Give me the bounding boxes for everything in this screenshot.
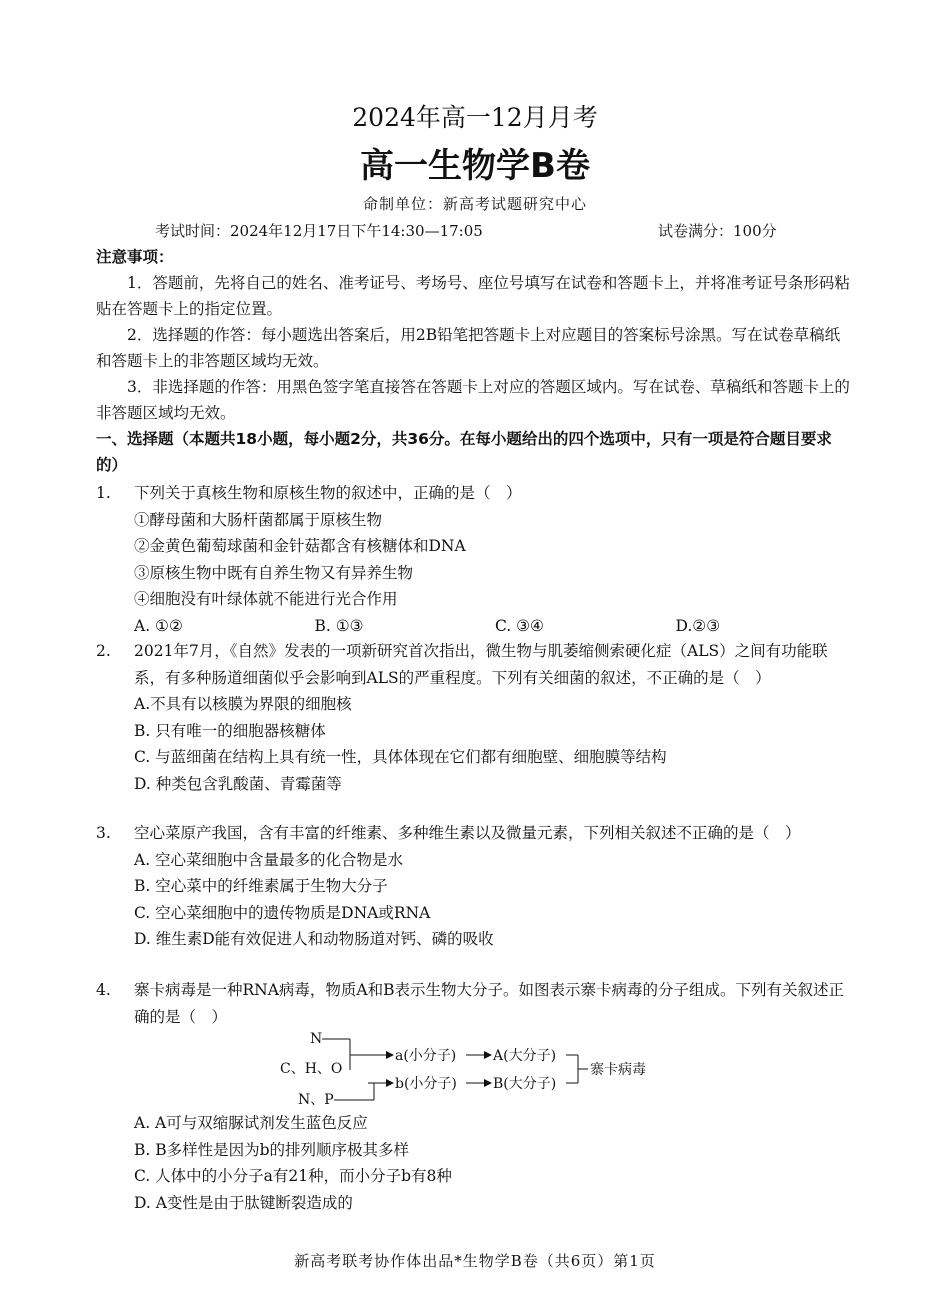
diagram-label-n: N (310, 1031, 323, 1047)
statement-2: ②金黄色葡萄球菌和金针菇都含有核糖体和DNA (134, 537, 466, 555)
statement-3: ③原核生物中既有自养生物又有异养生物 (134, 563, 414, 582)
subject-title: 高一生物学B卷 (360, 146, 590, 186)
virus-composition-diagram (278, 1030, 678, 1108)
question-4-options (96, 1110, 856, 1216)
option-d: D. 种类包含乳酸菌、青霉菌等 (134, 774, 342, 793)
option-a: A.不具有以核膜为界限的细胞核 (134, 695, 352, 713)
question-stem: 下列关于真核生物和原核生物的叙述中，正确的是（ ） (134, 484, 522, 502)
section-heading: 一、选择题（本题共18小题，每小题2分，共36分。在每小题给出的四个选项中，只有一项是符合题目要求的） (96, 430, 832, 474)
question-4 (96, 977, 856, 1030)
option-a: A. ①② (134, 616, 183, 635)
option-d: D. A变性是由于肽键断裂造成的 (134, 1193, 353, 1212)
question-1 (96, 480, 856, 639)
statement-4: ④细胞没有叶绿体就不能进行光合作用 (134, 590, 398, 608)
options-row (134, 613, 856, 640)
question-number: 3. (96, 824, 111, 842)
option-d: D. 维生素D能有效促进人和动物肠道对钙、磷的吸收 (134, 930, 494, 948)
diagram-b-big: B(大分子) (493, 1076, 557, 1092)
question-number: 1. (96, 484, 111, 502)
notice-item-3: 3．非选择题的作答：用黑色签字笔直接答在答题卡上对应的答题区域内。写在试卷、草稿纸和答题卡上的非答题区域均无效。 (96, 378, 850, 422)
exam-title: 2024年高一12月月考 (352, 103, 598, 132)
question-number: 2. (96, 642, 111, 660)
option-b: B. B多样性是因为b的排列顺序极其多样 (134, 1140, 410, 1159)
diagram-a-big: A(大分子) (493, 1048, 557, 1064)
notice-section (96, 244, 854, 478)
question-2 (96, 638, 856, 797)
question-3 (96, 820, 856, 953)
diagram-label-np: N、P (298, 1092, 334, 1108)
option-c: C. 空心菜细胞中的遗传物质是DNA或RNA (134, 903, 431, 922)
notice-item-2: 2．选择题的作答：每小题选出答案后，用2B铅笔把答题卡上对应题目的答案标号涂黑。写在试卷草稿纸和答题卡上的非答题区域均无效。 (96, 326, 841, 370)
question-number: 4. (96, 981, 111, 999)
diagram-label-cho: C、H、O (280, 1061, 343, 1077)
option-b: B. 空心菜中的纤维素属于生物大分子 (134, 877, 388, 895)
exam-time: 考试时间：2024年12月17日下午14:30—17:05 (155, 222, 483, 240)
statement-1: ①酵母菌和大肠杆菌都属于原核生物 (134, 510, 383, 529)
option-c: C. ③④ (495, 616, 544, 635)
option-d: D.②③ (675, 616, 721, 635)
option-b: B. ①③ (314, 616, 364, 635)
page-footer: 新高考联考协作体出品*生物学B卷（共6页）第1页 (294, 1252, 656, 1270)
diagram-b-small: b(小分子) (395, 1076, 457, 1092)
author-unit: 命制单位：新高考试题研究中心 (362, 195, 587, 213)
full-score: 试卷满分：100分 (658, 222, 777, 240)
diagram-virus: 寨卡病毒 (590, 1062, 646, 1078)
notice-item-1: 1．答题前，先将自己的姓名、准考证号、考场号、座位号填写在试卷和答题卡上，并将准考证号条形码粘贴在答题卡上的指定位置。 (96, 274, 850, 318)
diagram-a-small: a(小分子) (395, 1048, 457, 1064)
option-c: C. 人体中的小分子a有21种，而小分子b有8种 (134, 1167, 452, 1185)
question-stem: 2021年7月，《自然》发表的一项新研究首次指出，微生物与肌萎缩侧索硬化症（ALS）之间有功能联系，有多种肠道细菌似乎会影响到ALS的严重程度。下列有关细菌的叙述，不正确的是（ ） (134, 642, 828, 687)
notice-heading: 注意事项： (96, 248, 174, 266)
option-c: C. 与蓝细菌在结构上具有统一性，具体体现在它们都有细胞壁、细胞膜等结构 (134, 748, 667, 766)
question-stem: 寨卡病毒是一种RNA病毒，物质A和B表示生物大分子。如图表示寨卡病毒的分子组成。下列有关叙述正确的是（ ） (134, 981, 845, 1026)
option-a: A. A可与双缩脲试剂发生蓝色反应 (134, 1114, 368, 1132)
option-a: A. 空心菜细胞中含量最多的化合物是水 (134, 850, 404, 869)
question-stem: 空心菜原产我国，含有丰富的纤维素、多种维生素以及微量元素，下列相关叙述不正确的是（ ） (134, 824, 801, 842)
option-b: B. 只有唯一的细胞器核糖体 (134, 721, 326, 740)
